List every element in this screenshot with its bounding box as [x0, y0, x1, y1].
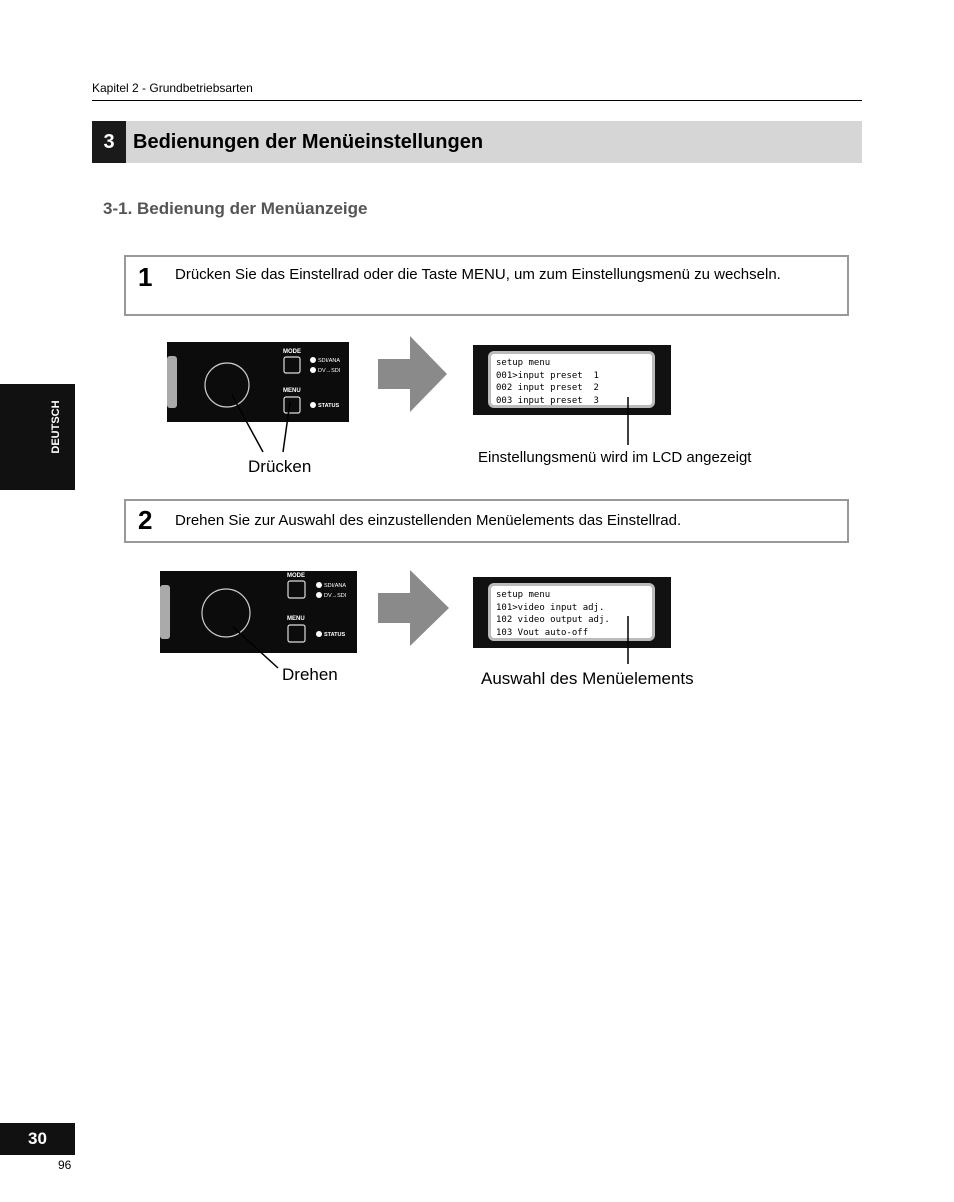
step1-number: 1 — [138, 262, 153, 292]
menu-label: MENU — [287, 616, 305, 622]
lcd-line: 101>video input adj. — [496, 602, 605, 613]
header-rule — [92, 100, 862, 101]
led-sdi-ana — [316, 582, 322, 588]
led-sdi-ana — [310, 357, 316, 363]
led-status-label: STATUS — [324, 632, 346, 638]
led-dv-sdi-label: DV→SDI — [324, 593, 347, 599]
menu-button — [284, 397, 300, 413]
menu-label: MENU — [283, 388, 301, 394]
panel-edge — [160, 585, 170, 639]
lcd-line: setup menu — [496, 590, 551, 600]
caption-item-select: Auswahl des Menüelements — [481, 669, 694, 688]
device-panel-illustration — [160, 571, 357, 653]
page-sub-number: 96 — [58, 1158, 72, 1172]
step1-text: Drücken Sie das Einstellrad oder die Taste MENU, um zum Einstellungsmenü zu wechseln. — [175, 266, 781, 283]
section-title: Bedienungen der Menüeinstellungen — [133, 131, 484, 153]
device-panel-illustration — [167, 342, 349, 422]
mode-label: MODE — [287, 573, 305, 579]
led-dv-sdi — [310, 367, 316, 373]
language-side-tab — [0, 384, 75, 490]
device-panel-1 — [167, 342, 349, 422]
led-sdi-ana-label: SDI/ANA — [318, 358, 341, 364]
lcd-screen — [488, 583, 655, 641]
section-number: 3 — [92, 121, 126, 163]
lcd-display-2 — [473, 577, 671, 648]
step2-text: Drehen Sie zur Auswahl des einzustellenden Menüelements das Einstellrad. — [175, 512, 682, 529]
step2-number: 2 — [138, 505, 153, 535]
dial-knob — [205, 363, 249, 407]
page-number: 30 — [0, 1123, 75, 1155]
panel-edge — [167, 356, 177, 408]
mode-button — [288, 581, 305, 598]
chapter-header: Kapitel 2 - Grundbetriebsarten — [92, 81, 253, 95]
subsection-title: 3-1. Bedienung der Menüanzeige — [103, 199, 368, 218]
arrow-right-icon — [378, 570, 450, 647]
caption-press: Drücken — [248, 457, 312, 476]
device-panel-2 — [160, 571, 357, 653]
language-side-label: DEUTSCH — [50, 400, 62, 454]
lcd-line: 001>input preset 1 — [496, 370, 599, 381]
arrow-right-icon — [378, 336, 448, 413]
menu-button — [288, 625, 305, 642]
lcd-line: 003 input preset 3 — [496, 395, 599, 406]
led-status — [316, 631, 322, 637]
lcd-line: 002 input preset 2 — [496, 383, 599, 393]
lcd-line: 102 video output adj. — [496, 615, 610, 625]
led-sdi-ana-label: SDI/ANA — [324, 583, 347, 589]
lcd-screen — [488, 351, 655, 408]
led-dv-sdi-label: DV→SDI — [318, 368, 341, 374]
lcd-display-1 — [473, 345, 671, 415]
caption-turn: Drehen — [282, 665, 338, 684]
led-status — [310, 402, 316, 408]
dial-knob — [202, 589, 250, 637]
led-dv-sdi — [316, 592, 322, 598]
mode-button — [284, 357, 300, 373]
caption-lcd-shown: Einstellungsmenü wird im LCD angezeigt — [478, 449, 752, 466]
lcd-line: 103 Vout auto-off — [496, 627, 589, 638]
lcd-line: setup menu — [496, 358, 551, 368]
mode-label: MODE — [283, 349, 301, 355]
led-status-label: STATUS — [318, 403, 340, 409]
